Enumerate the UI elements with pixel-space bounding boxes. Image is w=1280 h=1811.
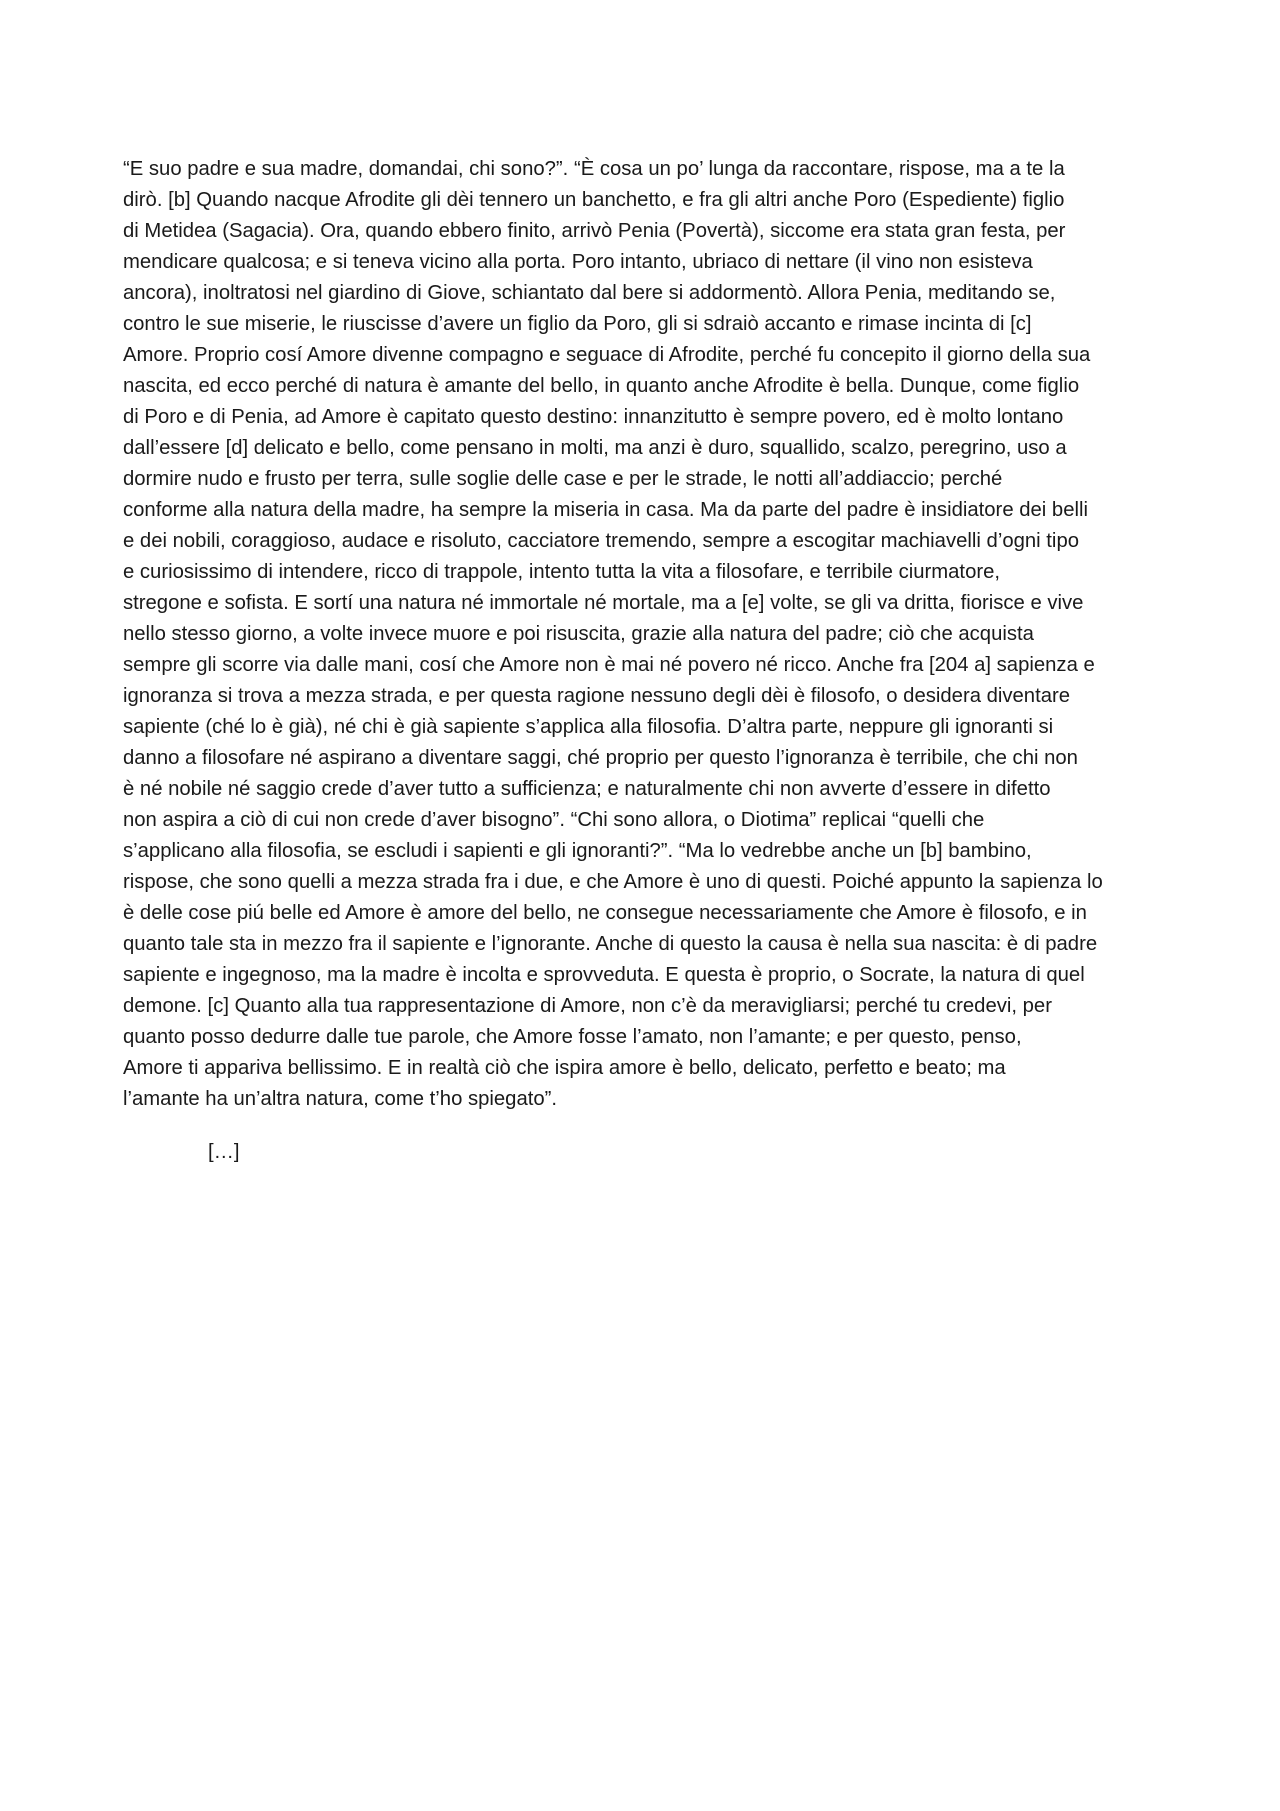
text-line: Amore ti appariva bellissimo. E in realtà ciò che ispira amore è bello, delicato, perfetto e beato; ma <box>123 1057 1006 1079</box>
text-line: l’amante ha un’altra natura, come t’ho spiegato”. <box>123 1088 558 1110</box>
text-line: Amore. Proprio cosí Amore divenne compagno e seguace di Afrodite, perché fu concepito il giorno della sua <box>123 344 1091 366</box>
text-line: demone. [c] Quanto alla tua rappresentazione di Amore, non c’è da meravigliarsi; perché tu credevi, per <box>123 995 1052 1017</box>
text-line: nello stesso giorno, a volte invece muore e poi risuscita, grazie alla natura del padre; ciò che acquista <box>123 623 1034 645</box>
text-line: e curiosissimo di intendere, ricco di trappole, intento tutta la vita a filosofare, e terribile ciurmatore, <box>123 561 1001 583</box>
omission-marker: […] <box>208 1141 240 1163</box>
text-line: ancora), inoltratosi nel giardino di Giove, schiantato dal bere si addormentò. Allora Penia, meditando se, <box>123 282 1056 304</box>
text-line: è né nobile né saggio crede d’aver tutto a sufficienza; e naturalmente chi non avverte d’essere in difetto <box>123 778 1051 800</box>
text-line: ignoranza si trova a mezza strada, e per questa ragione nessuno degli dèi è filosofo, o desidera diventare <box>123 685 1071 707</box>
text-line: contro le sue miserie, le riuscisse d’avere un figlio da Poro, gli si sdraiò accanto e rimase incinta di [c] <box>123 313 1032 335</box>
text-line: di Poro e di Penia, ad Amore è capitato questo destino: innanzitutto è sempre povero, ed è molto lontano <box>123 406 1064 428</box>
text-line: danno a filosofare né aspirano a diventare saggi, ché proprio per questo l’ignoranza è terribile, che chi non <box>123 747 1078 769</box>
text-line: sapiente (ché lo è già), né chi è già sapiente s’applica alla filosofia. D’altra parte, neppure gli ignoranti si <box>123 716 1054 738</box>
text-line: e dei nobili, coraggioso, audace e risoluto, cacciatore tremendo, sempre a escogitar machiavelli d’ogni tipo <box>123 530 1080 552</box>
text-line: dirò. [b] Quando nacque Afrodite gli dèi tennero un banchetto, e fra gli altri anche Poro (Espediente) figlio <box>123 189 1065 211</box>
text-line: conforme alla natura della madre, ha sempre la miseria in casa. Ma da parte del padre è insidiatore dei belli <box>123 499 1089 521</box>
text-line: dormire nudo e frusto per terra, sulle soglie delle case e per le strade, le notti all’addiaccio; perché <box>123 468 1003 490</box>
text-line: rispose, che sono quelli a mezza strada fra i due, e che Amore è uno di questi. Poiché appunto la sapienza lo <box>123 871 1103 893</box>
text-line: mendicare qualcosa; e si teneva vicino alla porta. Poro intanto, ubriaco di nettare (il vino non esisteva <box>123 251 1033 273</box>
body-paragraph <box>123 154 1175 1115</box>
text-line: stregone e sofista. E sortí una natura né immortale né mortale, ma a [e] volte, se gli va dritta, fiorisce e vive <box>123 592 1084 614</box>
text-line: di Metidea (Sagacia). Ora, quando ebbero finito, arrivò Penia (Povertà), siccome era stata gran festa, per <box>123 220 1066 242</box>
text-line: s’applicano alla filosofia, se escludi i sapienti e gli ignoranti?”. “Ma lo vedrebbe anche un [b] bambino, <box>123 840 1032 862</box>
text-line: non aspira a ciò di cui non crede d’aver bisogno”. “Chi sono allora, o Diotima” replicai “quelli che <box>123 809 985 831</box>
text-line: quanto tale sta in mezzo fra il sapiente e l’ignorante. Anche di questo la causa è nella sua nascita: è di padre <box>123 933 1098 955</box>
text-line: è delle cose piú belle ed Amore è amore del bello, ne consegue necessariamente che Amore è filosofo, e in <box>123 902 1087 924</box>
text-line: sapiente e ingegnoso, ma la madre è incolta e sprovveduta. E questa è proprio, o Socrate, la natura di quel <box>123 964 1085 986</box>
text-line: quanto posso dedurre dalle tue parole, che Amore fosse l’amato, non l’amante; e per questo, penso, <box>123 1026 1022 1048</box>
text-line: sempre gli scorre via dalle mani, cosí che Amore non è mai né povero né ricco. Anche fra [204 a] sapienza e <box>123 654 1095 676</box>
text-line: dall’essere [d] delicato e bello, come pensano in molti, ma anzi è duro, squallido, scalzo, peregrino, uso a <box>123 437 1067 459</box>
text-line: “E suo padre e sua madre, domandai, chi sono?”. “È cosa un po’ lunga da raccontare, rispose, ma a te la <box>123 158 1065 180</box>
text-line: nascita, ed ecco perché di natura è amante del bello, in quanto anche Afrodite è bella. Dunque, come figlio <box>123 375 1080 397</box>
